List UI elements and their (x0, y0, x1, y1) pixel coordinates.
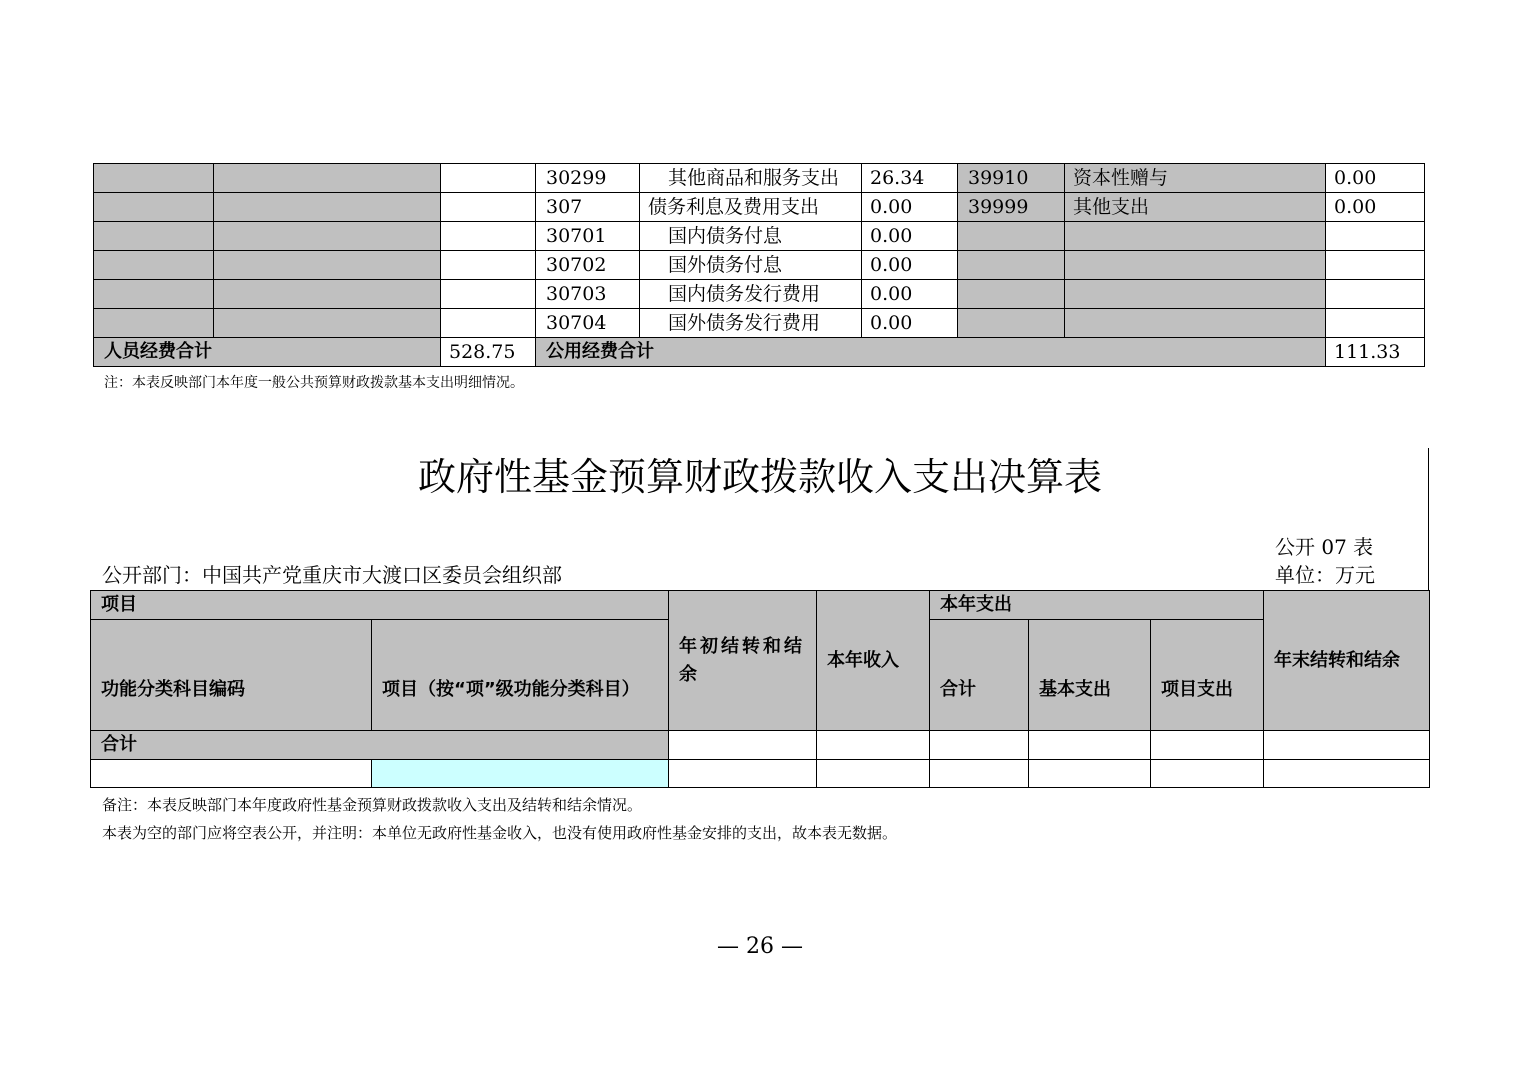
blank-cell (94, 193, 214, 222)
economic-code: 30703 (536, 280, 640, 309)
header-exp-project: 项目支出 (1151, 620, 1264, 731)
blank-cell (214, 251, 441, 280)
unit-label: 单位：万元 (1275, 563, 1375, 587)
total-cell (1151, 731, 1264, 760)
amount: 0.00 (862, 193, 958, 222)
economic-code: 307 (536, 193, 640, 222)
header-item-name: 项目（按“项”级功能分类科目） (372, 620, 669, 731)
economic-code: 30701 (536, 222, 640, 251)
table-row (94, 222, 1425, 251)
header-func-code: 功能分类科目编码 (91, 620, 372, 731)
blank-cell (214, 164, 441, 193)
empty-cell (669, 760, 817, 788)
table-row (94, 193, 1425, 222)
amount: 0.00 (1326, 193, 1425, 222)
economic-code: 39999 (958, 193, 1065, 222)
total-cell (1264, 731, 1430, 760)
remark-note-2: 本表为空的部门应将空表公开，并注明：本单位无政府性基金收入，也没有使用政府性基金安排的支出，故本表无数据。 (102, 824, 898, 842)
personnel-total-label: 人员经费合计 (94, 338, 441, 367)
table-row (94, 251, 1425, 280)
economic-code: 30704 (536, 309, 640, 338)
page-title: 政府性基金预算财政拨款收入支出决算表 (417, 455, 1102, 499)
total-cell (930, 731, 1029, 760)
blank-cell (441, 280, 536, 309)
empty-data-row (91, 760, 1430, 788)
table-row (94, 164, 1425, 193)
economic-item-name: 国外债务付息 (640, 251, 862, 280)
header-item: 项目 (91, 591, 669, 620)
economic-item-name (1065, 222, 1326, 251)
table-number: 公开 07 表 (1275, 535, 1374, 559)
amount: 0.00 (862, 222, 958, 251)
economic-code: 30702 (536, 251, 640, 280)
amount (1326, 251, 1425, 280)
economic-code (958, 280, 1065, 309)
empty-cell (930, 760, 1029, 788)
header-exp-total: 合计 (930, 620, 1029, 731)
economic-item-name: 国内债务付息 (640, 222, 862, 251)
blank-cell (94, 251, 214, 280)
empty-cell (91, 760, 372, 788)
economic-code: 30299 (536, 164, 640, 193)
header-income: 本年收入 (817, 591, 930, 731)
empty-cell (1264, 760, 1430, 788)
blank-cell (214, 222, 441, 251)
header-carryover-begin: 年初结转和结余 (669, 591, 817, 731)
empty-cell (817, 760, 930, 788)
economic-item-name: 其他支出 (1065, 193, 1326, 222)
basic-expenditure-table (93, 163, 1425, 367)
blank-cell (94, 309, 214, 338)
amount: 0.00 (862, 251, 958, 280)
total-label: 合计 (91, 731, 669, 760)
amount (1326, 280, 1425, 309)
blank-cell (441, 222, 536, 251)
total-cell (817, 731, 930, 760)
economic-item-name: 债务利息及费用支出 (640, 193, 862, 222)
header-exp-basic: 基本支出 (1029, 620, 1151, 731)
economic-item-name (1065, 309, 1326, 338)
blank-cell (441, 193, 536, 222)
header-expense: 本年支出 (930, 591, 1264, 620)
highlighted-empty-cell (372, 760, 669, 788)
economic-item-name (1065, 251, 1326, 280)
table-note: 注：本表反映部门本年度一般公共预算财政拨款基本支出明细情况。 (104, 375, 524, 391)
blank-cell (214, 309, 441, 338)
table-row (94, 309, 1425, 338)
economic-item-name: 国外债务发行费用 (640, 309, 862, 338)
blank-cell (441, 251, 536, 280)
basic-expenditure-rows (94, 164, 1425, 338)
economic-code (958, 222, 1065, 251)
empty-cell (1151, 760, 1264, 788)
header-carryover-end: 年末结转和结余 (1264, 591, 1430, 731)
table-row (94, 280, 1425, 309)
total-row (91, 731, 1430, 760)
remark-note-1: 备注：本表反映部门本年度政府性基金预算财政拨款收入支出及结转和结余情况。 (102, 796, 643, 814)
amount: 0.00 (862, 280, 958, 309)
amount (1326, 309, 1425, 338)
economic-item-name: 其他商品和服务支出 (640, 164, 862, 193)
economic-item-name (1065, 280, 1326, 309)
blank-cell (214, 193, 441, 222)
department-label: 公开部门：中国共产党重庆市大渡口区委员会组织部 (102, 563, 562, 587)
totals-row (94, 338, 1425, 367)
economic-code: 39910 (958, 164, 1065, 193)
economic-item-name: 资本性赠与 (1065, 164, 1326, 193)
total-cell (669, 731, 817, 760)
blank-cell (94, 164, 214, 193)
amount (1326, 222, 1425, 251)
personnel-total-value: 528.75 (441, 338, 536, 367)
economic-item-name: 国内债务发行费用 (640, 280, 862, 309)
economic-code (958, 251, 1065, 280)
gov-fund-table (90, 590, 1430, 788)
amount: 0.00 (1326, 164, 1425, 193)
header-row-1 (91, 591, 1430, 620)
total-cell (1029, 731, 1151, 760)
blank-cell (441, 309, 536, 338)
blank-cell (214, 280, 441, 309)
amount: 26.34 (862, 164, 958, 193)
amount: 0.00 (862, 309, 958, 338)
page-number: — 26 — (717, 934, 803, 959)
empty-cell (1029, 760, 1151, 788)
public-total-value: 111.33 (1326, 338, 1425, 367)
blank-cell (94, 280, 214, 309)
economic-code (958, 309, 1065, 338)
blank-cell (94, 222, 214, 251)
public-total-label: 公用经费合计 (536, 338, 1326, 367)
blank-cell (441, 164, 536, 193)
